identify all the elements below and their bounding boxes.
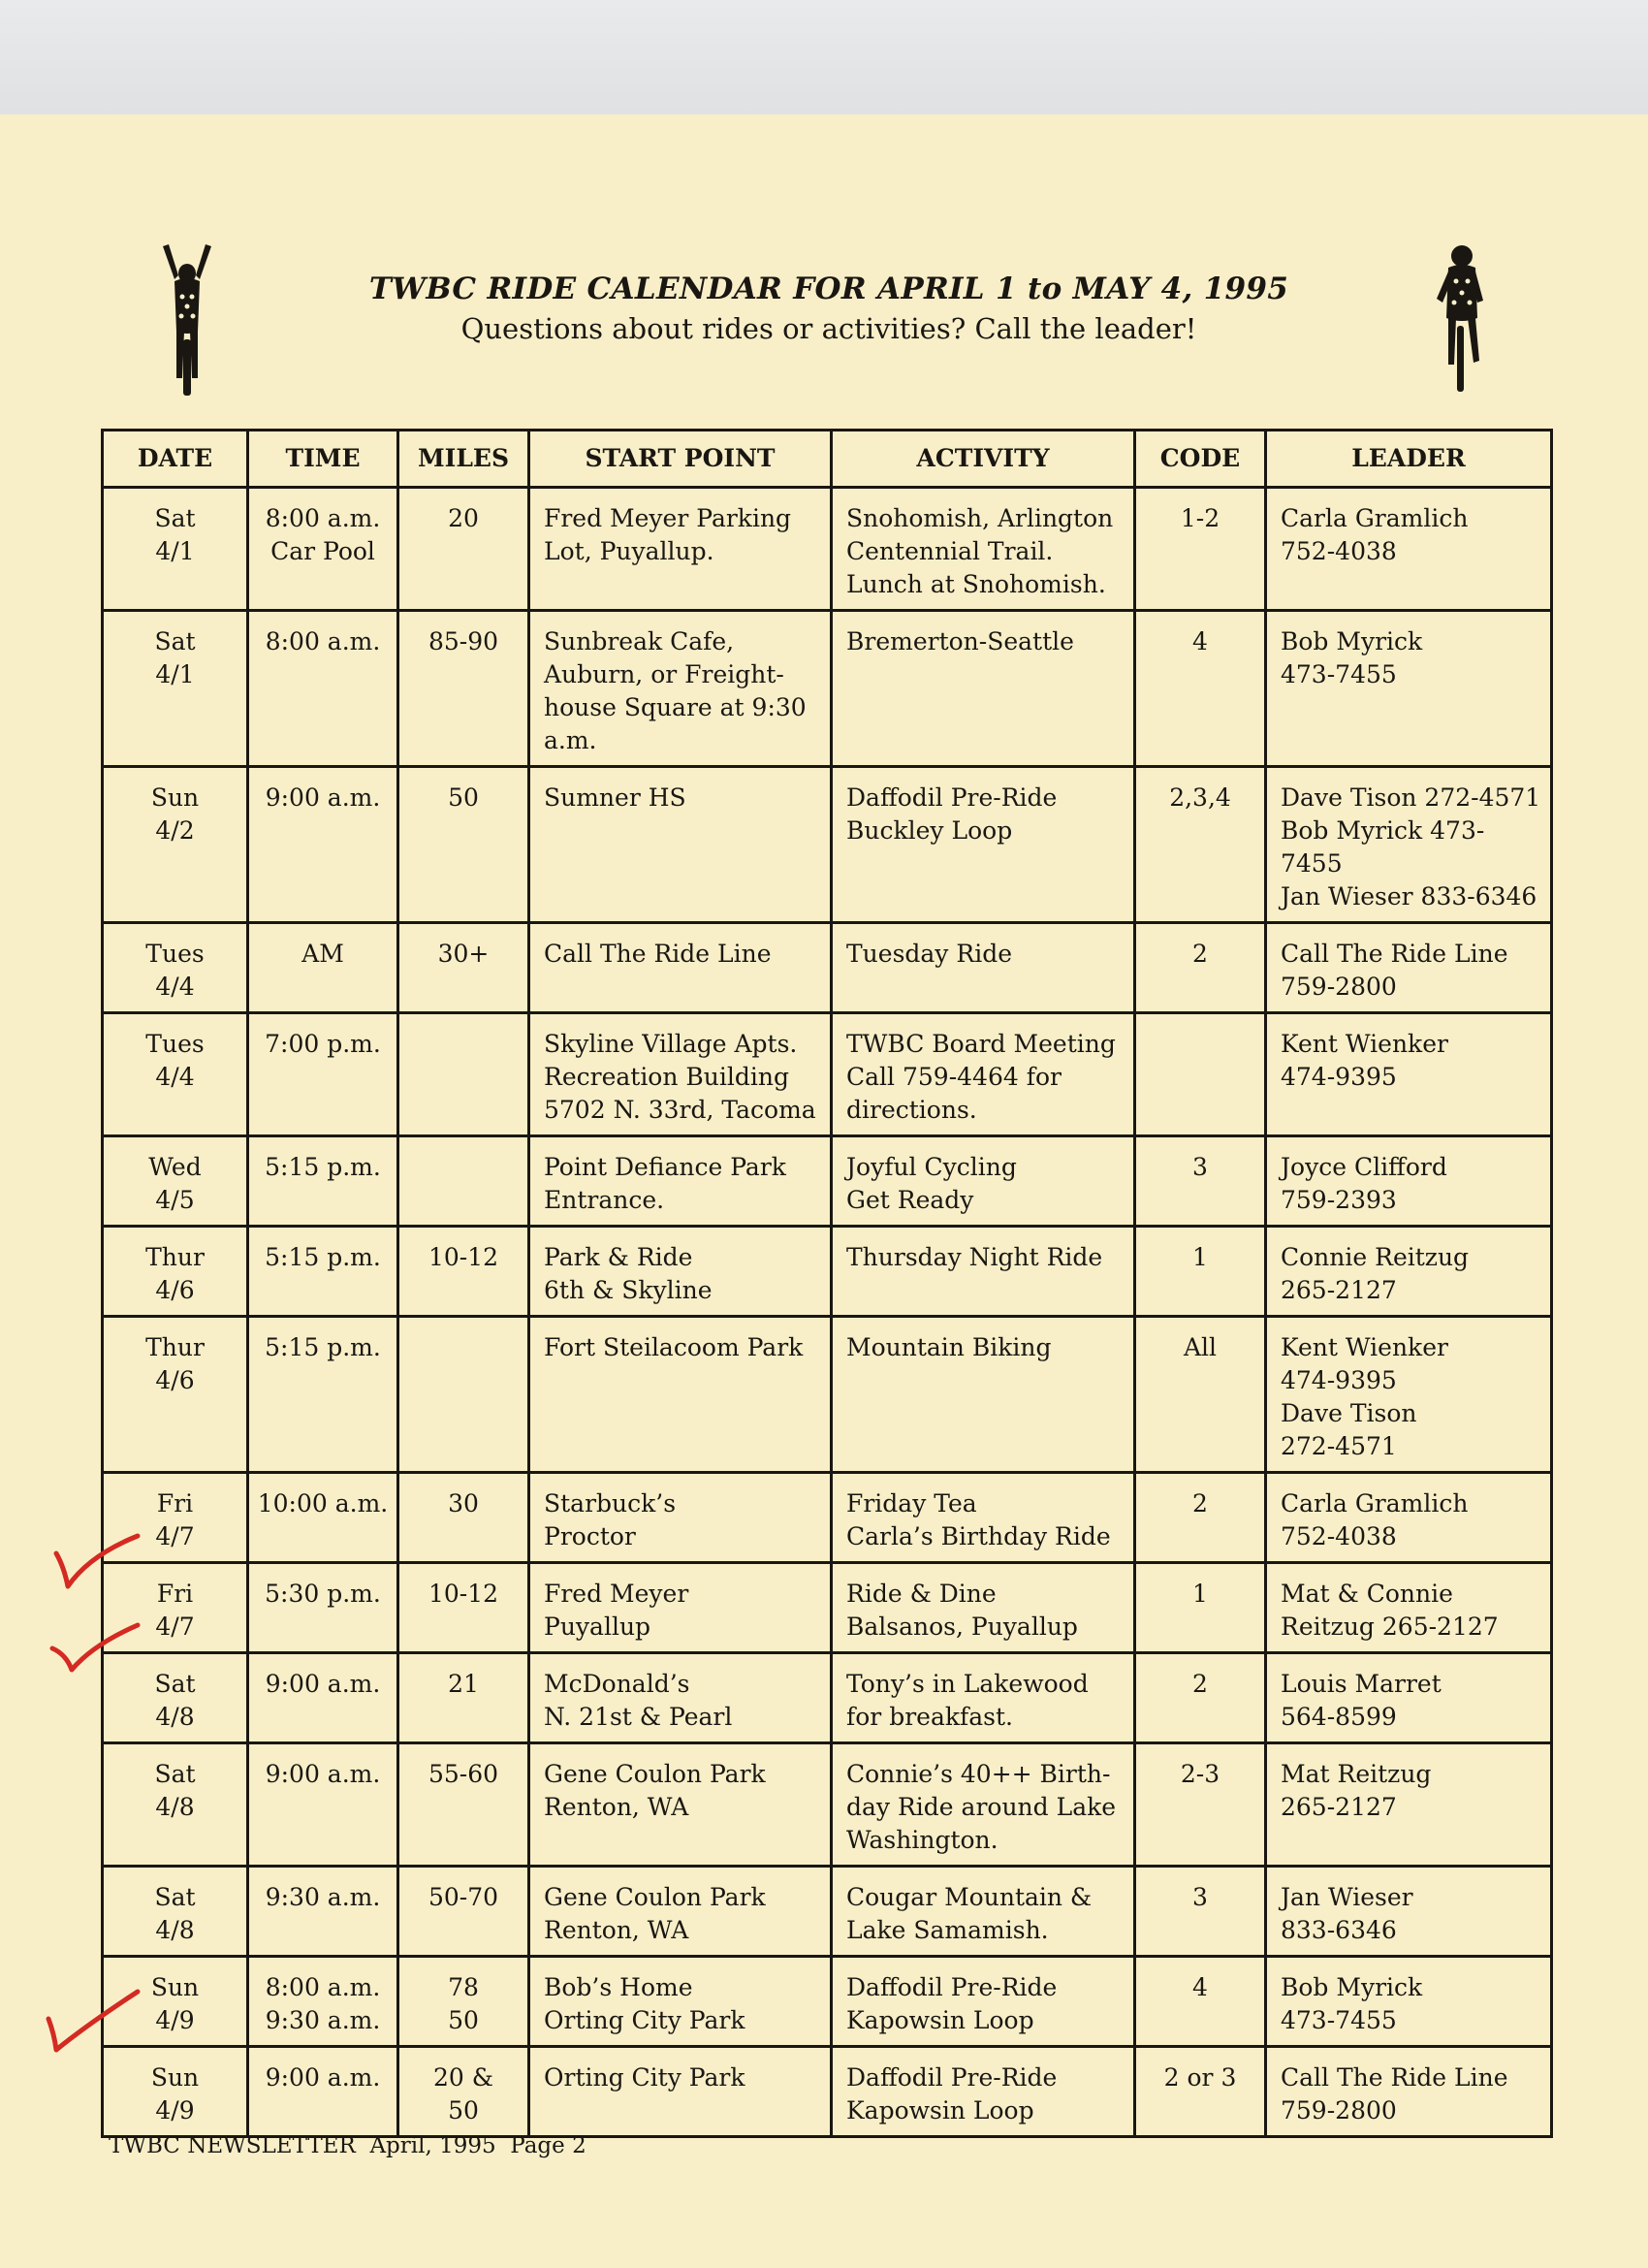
cell-miles [398, 1013, 529, 1136]
cell-time: 9:00 a.m. [248, 1653, 398, 1743]
cell-date: Tues 4/4 [103, 923, 248, 1013]
cell-activity: Joyful Cycling Get Ready [832, 1136, 1135, 1227]
cell-time: 5:15 p.m. [248, 1227, 398, 1317]
cell-leader: Kent Wienker 474-9395 Dave Tison 272-4571 [1266, 1317, 1552, 1473]
cell-miles: 10-12 [398, 1563, 529, 1653]
cell-date: Fri 4/7 [103, 1473, 248, 1563]
table-row [103, 1653, 1552, 1743]
column-header-activity: ACTIVITY [832, 431, 1135, 488]
cell-date: Sat 4/1 [103, 488, 248, 611]
footer-page-number: Page 2 [510, 2133, 586, 2158]
cyclist-riding-icon [1425, 242, 1495, 394]
cell-code: 1-2 [1135, 488, 1266, 611]
column-header-date: DATE [103, 431, 248, 488]
cell-activity: Tony’s in Lakewood for breakfast. [832, 1653, 1135, 1743]
cell-start-point: Bob’s Home Orting City Park [529, 1957, 832, 2047]
column-header-start-point: START POINT [529, 431, 832, 488]
cell-miles [398, 1136, 529, 1227]
cell-start-point: Call The Ride Line [529, 923, 832, 1013]
cell-date: Fri 4/7 [103, 1563, 248, 1653]
cell-start-point: Gene Coulon Park Renton, WA [529, 1743, 832, 1867]
cell-date: Thur 4/6 [103, 1317, 248, 1473]
table-row [103, 1136, 1552, 1227]
cell-start-point: McDonald’s N. 21st & Pearl [529, 1653, 832, 1743]
cell-leader: Louis Marret 564-8599 [1266, 1653, 1552, 1743]
cell-miles: 21 [398, 1653, 529, 1743]
cell-start-point: Sumner HS [529, 767, 832, 923]
cell-code: 2 [1135, 923, 1266, 1013]
cell-start-point: Point Defiance Park Entrance. [529, 1136, 832, 1227]
cell-leader: Dave Tison 272-4571 Bob Myrick 473-7455 Jan Wieser 833-6346 [1266, 767, 1552, 923]
table-row [103, 1957, 1552, 2047]
cell-miles: 30+ [398, 923, 529, 1013]
ride-calendar-table [101, 429, 1553, 2138]
cell-time: AM [248, 923, 398, 1013]
table-row [103, 1227, 1552, 1317]
cell-date: Sat 4/1 [103, 611, 248, 767]
cell-start-point: Park & Ride 6th & Skyline [529, 1227, 832, 1317]
cell-code: 2,3,4 [1135, 767, 1266, 923]
cyclist-arms-raised-icon [155, 242, 219, 398]
cell-start-point: Orting City Park [529, 2047, 832, 2137]
calendar-header [368, 272, 1289, 345]
cell-start-point: Gene Coulon Park Renton, WA [529, 1867, 832, 1957]
cell-code: 2 or 3 [1135, 2047, 1266, 2137]
table-row [103, 488, 1552, 611]
footer-publication: TWBC NEWSLETTER [109, 2133, 356, 2158]
cell-code [1135, 1013, 1266, 1136]
cell-leader: Call The Ride Line 759-2800 [1266, 923, 1552, 1013]
cell-miles: 85-90 [398, 611, 529, 767]
cell-leader: Kent Wienker 474-9395 [1266, 1013, 1552, 1136]
cell-time: 8:00 a.m. 9:30 a.m. [248, 1957, 398, 2047]
table-row [103, 611, 1552, 767]
cell-activity: Connie’s 40++ Birth- day Ride around Lake Washington. [832, 1743, 1135, 1867]
cell-leader: Bob Myrick 473-7455 [1266, 611, 1552, 767]
cell-miles: 10-12 [398, 1227, 529, 1317]
cell-start-point: Fred Meyer Puyallup [529, 1563, 832, 1653]
cell-time: 5:15 p.m. [248, 1317, 398, 1473]
cell-time: 9:00 a.m. [248, 767, 398, 923]
cell-activity: Tuesday Ride [832, 923, 1135, 1013]
cell-code: 2-3 [1135, 1743, 1266, 1867]
cell-miles: 20 & 50 [398, 2047, 529, 2137]
cell-date: Thur 4/6 [103, 1227, 248, 1317]
cell-time: 8:00 a.m. [248, 611, 398, 767]
cell-activity: Friday Tea Carla’s Birthday Ride [832, 1473, 1135, 1563]
footer-issue: April, 1995 [369, 2133, 496, 2158]
cell-activity: Ride & Dine Balsanos, Puyallup [832, 1563, 1135, 1653]
cell-time: 5:30 p.m. [248, 1563, 398, 1653]
cell-miles: 55-60 [398, 1743, 529, 1867]
cell-time: 10:00 a.m. [248, 1473, 398, 1563]
cell-activity: Daffodil Pre-Ride Kapowsin Loop [832, 1957, 1135, 2047]
cell-miles: 30 [398, 1473, 529, 1563]
column-header-miles: MILES [398, 431, 529, 488]
cell-code: 4 [1135, 1957, 1266, 2047]
red-checkmark-icon [43, 1986, 143, 2056]
table-row [103, 1743, 1552, 1867]
cell-time: 8:00 a.m. Car Pool [248, 488, 398, 611]
table-row [103, 1473, 1552, 1563]
cell-activity: Thursday Night Ride [832, 1227, 1135, 1317]
table-row [103, 1317, 1552, 1473]
cell-start-point: Fred Meyer Parking Lot, Puyallup. [529, 488, 832, 611]
cell-miles [398, 1317, 529, 1473]
column-header-code: CODE [1135, 431, 1266, 488]
cell-date: Tues 4/4 [103, 1013, 248, 1136]
cell-activity: Snohomish, Arlington Centennial Trail. Lunch at Snohomish. [832, 488, 1135, 611]
cell-leader: Call The Ride Line 759-2800 [1266, 2047, 1552, 2137]
cell-date: Sun 4/9 [103, 1957, 248, 2047]
cell-leader: Jan Wieser 833-6346 [1266, 1867, 1552, 1957]
red-checkmark-icon [47, 1619, 143, 1677]
table-row [103, 1013, 1552, 1136]
cell-date: Sat 4/8 [103, 1867, 248, 1957]
cell-code: 2 [1135, 1473, 1266, 1563]
red-checkmark-icon [50, 1532, 143, 1592]
cell-leader: Carla Gramlich 752-4038 [1266, 1473, 1552, 1563]
cell-code: 4 [1135, 611, 1266, 767]
cell-date: Sun 4/9 [103, 2047, 248, 2137]
page-subtitle: Questions about rides or activities? Call the leader! [460, 312, 1197, 345]
table-row [103, 767, 1552, 923]
cell-leader: Connie Reitzug 265-2127 [1266, 1227, 1552, 1317]
cell-activity: Cougar Mountain & Lake Samamish. [832, 1867, 1135, 1957]
cell-activity: Daffodil Pre-Ride Kapowsin Loop [832, 2047, 1135, 2137]
cell-miles: 20 [398, 488, 529, 611]
cell-activity: TWBC Board Meeting Call 759-4464 for directions. [832, 1013, 1135, 1136]
cell-time: 9:00 a.m. [248, 2047, 398, 2137]
table-body [103, 488, 1552, 2137]
cell-activity: Bremerton-Seattle [832, 611, 1135, 767]
cell-code: 3 [1135, 1136, 1266, 1227]
cell-date: Sat 4/8 [103, 1743, 248, 1867]
cell-date: Sun 4/2 [103, 767, 248, 923]
cell-miles: 50-70 [398, 1867, 529, 1957]
cell-code: 1 [1135, 1227, 1266, 1317]
cell-time: 5:15 p.m. [248, 1136, 398, 1227]
table-row [103, 923, 1552, 1013]
cell-activity: Mountain Biking [832, 1317, 1135, 1473]
table-header-row [103, 431, 1552, 488]
cell-leader: Bob Myrick 473-7455 [1266, 1957, 1552, 2047]
page-footer [109, 2133, 586, 2158]
cell-start-point: Sunbreak Cafe, Auburn, or Freight- house Square at 9:30 a.m. [529, 611, 832, 767]
cell-time: 9:30 a.m. [248, 1867, 398, 1957]
cell-code: 1 [1135, 1563, 1266, 1653]
cell-leader: Mat & Connie Reitzug 265-2127 [1266, 1563, 1552, 1653]
cell-leader: Joyce Clifford 759-2393 [1266, 1136, 1552, 1227]
table-row [103, 1867, 1552, 1957]
cell-start-point: Starbuck’s Proctor [529, 1473, 832, 1563]
table-row [103, 2047, 1552, 2137]
scan-top-edge [0, 0, 1648, 114]
column-header-leader: LEADER [1266, 431, 1552, 488]
cell-miles: 50 [398, 767, 529, 923]
cell-start-point: Skyline Village Apts. Recreation Building 5702 N. 33rd, Tacoma [529, 1013, 832, 1136]
cell-code: 3 [1135, 1867, 1266, 1957]
table-row [103, 1563, 1552, 1653]
cell-time: 9:00 a.m. [248, 1743, 398, 1867]
cell-time: 7:00 p.m. [248, 1013, 398, 1136]
column-header-time: TIME [248, 431, 398, 488]
page-title: TWBC RIDE CALENDAR FOR APRIL 1 to MAY 4, 1995 [368, 272, 1289, 306]
cell-activity: Daffodil Pre-Ride Buckley Loop [832, 767, 1135, 923]
cell-code: All [1135, 1317, 1266, 1473]
cell-code: 2 [1135, 1653, 1266, 1743]
cell-date: Sat 4/8 [103, 1653, 248, 1743]
cell-leader: Mat Reitzug 265-2127 [1266, 1743, 1552, 1867]
cell-date: Wed 4/5 [103, 1136, 248, 1227]
cell-start-point: Fort Steilacoom Park [529, 1317, 832, 1473]
cell-miles: 78 50 [398, 1957, 529, 2047]
cell-leader: Carla Gramlich 752-4038 [1266, 488, 1552, 611]
